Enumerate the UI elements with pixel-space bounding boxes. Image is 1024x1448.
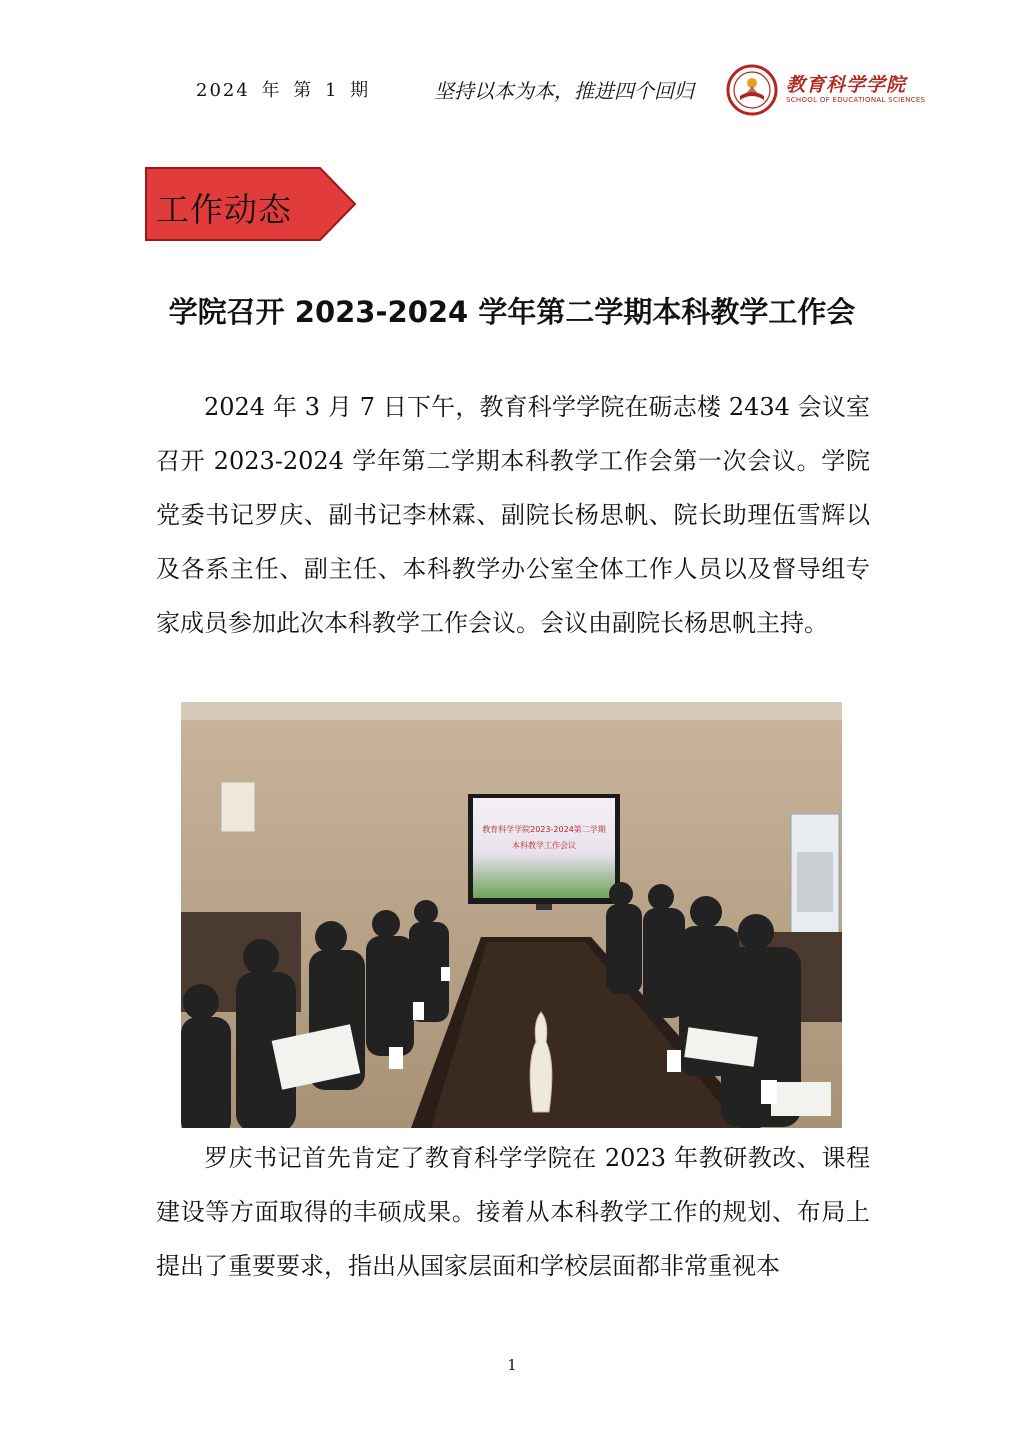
screen-text-line2: 本科教学工作会议: [512, 841, 576, 850]
screen-text-line1: 教育科学学院2023-2024第二学期: [482, 825, 606, 834]
page-header: [0, 0, 1024, 130]
meeting-photo: [181, 702, 842, 1128]
article-paragraph: 2024 年 3 月 7 日下午，教育科学学院在砺志楼 2434 会议室召开 2023-2024 学年第二学期本科教学工作会第一次会议。学院党委书记罗庆、副书记李林霖、副院长杨思帆、院长助理伍雪辉以及各系主任、副主任、本科教学办公室全体工作人员以及督导组专家成员参加此次本科教学工作会议。会议由副院长杨思帆主持。: [156, 393, 870, 637]
logo-school-name: 教育科学学院: [786, 74, 907, 96]
issue-number: 2024 年 第 1 期: [196, 80, 371, 101]
header-motto: 坚持以本为本，推进四个回归: [434, 79, 694, 103]
logo-school-subtitle: SCHOOL OF EDUCATIONAL SCIENCES: [786, 96, 926, 104]
section-tag: [144, 166, 358, 244]
school-logo: [726, 64, 926, 116]
section-tag-label: 工作动态: [156, 190, 292, 229]
page-number: 1: [507, 1356, 517, 1374]
article-title: 学院召开 2023-2024 学年第二学期本科教学工作会: [168, 295, 856, 329]
school-emblem-icon: [726, 64, 780, 116]
article-paragraph: 罗庆书记首先肯定了教育科学学院在 2023 年教研教改、课程建设等方面取得的丰硕成果。接着从本科教学工作的规划、布局上提出了重要要求，指出从国家层面和学校层面都非常重视本: [156, 1144, 870, 1280]
